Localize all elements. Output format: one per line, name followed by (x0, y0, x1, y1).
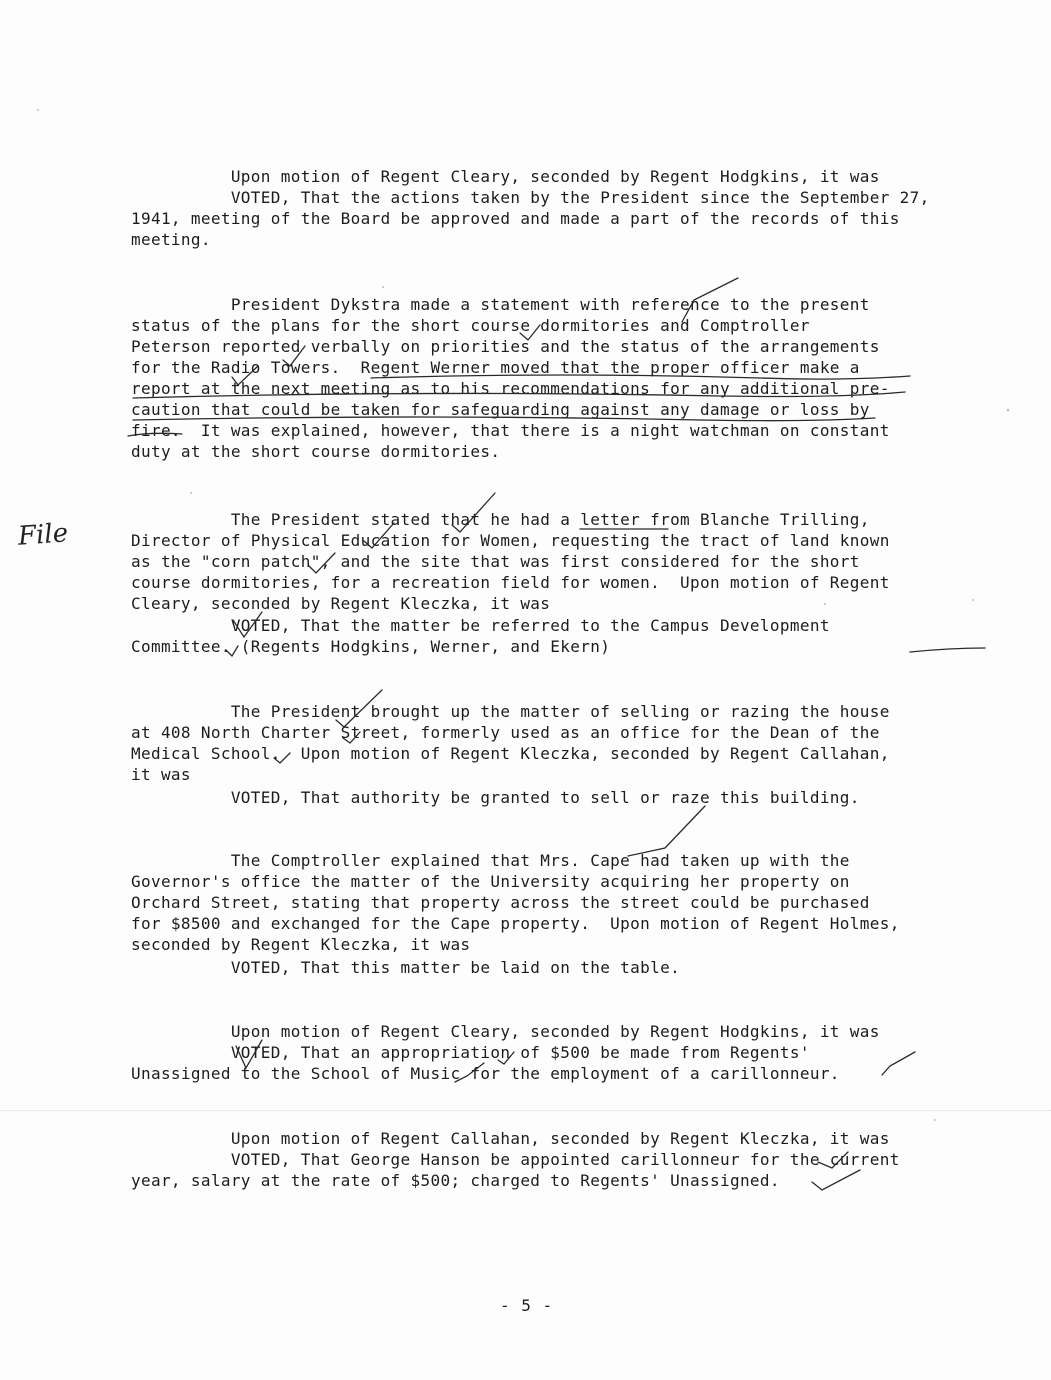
text-line: VOTED, That the actions taken by the President since the September 27, (131, 188, 930, 207)
text-line: The President stated that he had a letter from Blanche Trilling, (131, 510, 870, 529)
text-line: Cleary, seconded by Regent Kleczka, it was (131, 594, 551, 613)
checkmark-mark (628, 806, 705, 856)
text-line: for $8500 and exchanged for the Cape property. Upon motion of Regent Holmes, (131, 914, 900, 933)
text-line: Director of Physical Education for Women, requesting the tract of land known (131, 531, 890, 550)
text-line: Committee. (Regents Hodgkins, Werner, and Ekern) (131, 637, 611, 656)
scan-speck (190, 492, 192, 494)
scan-speck (382, 286, 384, 288)
text-line: VOTED, That authority be granted to sell or raze this building. (131, 788, 860, 807)
text-line: Medical School. Upon motion of Regent Kleczka, seconded by Regent Callahan, (131, 744, 890, 763)
checkmark-mark (812, 1170, 860, 1190)
text-line: Upon motion of Regent Cleary, seconded by Regent Hodgkins, it was (131, 1022, 880, 1041)
scan-speck (934, 1119, 936, 1121)
text-line: President Dykstra made a statement with reference to the present (131, 295, 870, 314)
scan-speck (1007, 409, 1010, 412)
text-line: The President brought up the matter of selling or razing the house (131, 702, 890, 721)
scan-artifact-line (0, 1110, 1051, 1111)
text-line: meeting. (131, 230, 211, 249)
margin-note: File (17, 518, 70, 552)
text-line: it was (131, 765, 191, 784)
scan-speck (972, 599, 974, 601)
text-line: status of the plans for the short course dormitories and Comptroller (131, 316, 810, 335)
text-line: 1941, meeting of the Board be approved and made a part of the records of this (131, 209, 900, 228)
scan-speck (824, 603, 826, 605)
text-line: VOTED, That the matter be referred to the Campus Development (131, 616, 830, 635)
text-line: as the "corn patch", and the site that was first considered for the short (131, 552, 860, 571)
text-line: VOTED, That George Hanson be appointed carillonneur for the current (131, 1150, 900, 1169)
text-line: caution that could be taken for safeguarding against any damage or loss by (131, 400, 870, 419)
text-line: Peterson reported verbally on priorities and the status of the arrangements (131, 337, 880, 356)
text-line: Upon motion of Regent Callahan, seconded by Regent Kleczka, it was (131, 1129, 890, 1148)
text-line: VOTED, That this matter be laid on the table. (131, 958, 681, 977)
margin-dash-mark (910, 648, 985, 652)
text-line: course dormitories, for a recreation field for women. Upon motion of Regent (131, 573, 890, 592)
text-line: fire. It was explained, however, that there is a night watchman on constant (131, 421, 890, 440)
text-line: year, salary at the rate of $500; charged to Regents' Unassigned. (131, 1171, 780, 1190)
text-line: Unassigned to the School of Music for the employment of a carillonneur. (131, 1064, 840, 1083)
text-line: duty at the short course dormitories. (131, 442, 501, 461)
text-line: at 408 North Charter Street, formerly used as an office for the Dean of the (131, 723, 880, 742)
text-line: The Comptroller explained that Mrs. Cape had taken up with the (131, 851, 850, 870)
text-line: for the Radio Towers. Regent Werner moved that the proper officer make a (131, 358, 860, 377)
text-line: report at the next meeting as to his recommendations for any additional pre- (131, 379, 890, 398)
text-line: Upon motion of Regent Cleary, seconded by Regent Hodgkins, it was (131, 167, 880, 186)
text-line: Governor's office the matter of the University acquiring her property on (131, 872, 850, 891)
checkmark-mark (882, 1052, 915, 1075)
scan-speck (37, 109, 39, 111)
page-number: - 5 - (500, 1296, 554, 1315)
text-line: Orchard Street, stating that property across the street could be purchased (131, 893, 870, 912)
text-line: seconded by Regent Kleczka, it was (131, 935, 471, 954)
text-line: VOTED, That an appropriation of $500 be made from Regents' (131, 1043, 810, 1062)
